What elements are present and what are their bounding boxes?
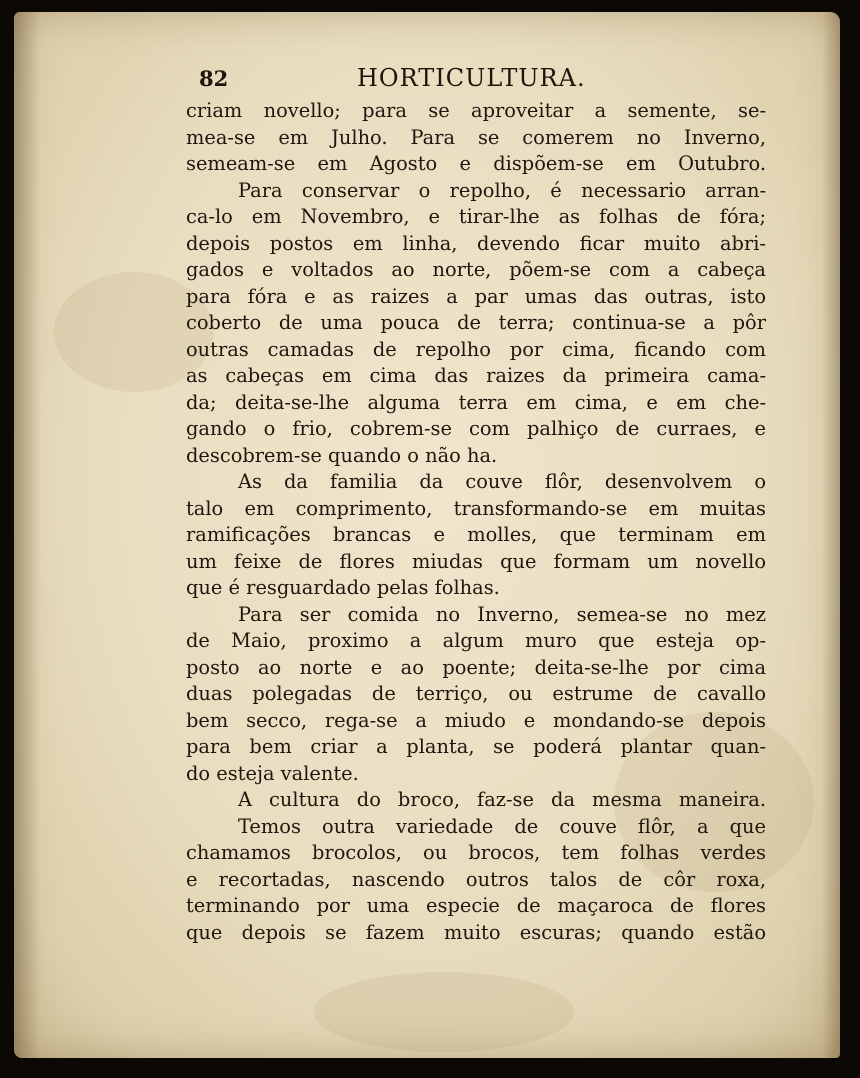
- text-line: criam novello; para se aproveitar a semente, se-: [186, 99, 766, 122]
- text-line: bem secco, rega-se a miudo e mondando-se depois: [186, 708, 766, 732]
- text-line: do esteja valente.: [186, 761, 359, 785]
- text-line: A cultura do broco, faz-se da mesma maneira.: [238, 788, 766, 811]
- text-line: gando o frio, cobrem-se com palhiço de curraes, e: [186, 417, 766, 440]
- text-line: posto ao norte e ao poente; deita-se-lhe por cima: [186, 655, 766, 679]
- body-text: [186, 98, 766, 946]
- text-line: duas polegadas de terriço, ou estrume de cavallo: [186, 682, 766, 705]
- page-header: [185, 64, 765, 98]
- text-line: gados e voltados ao norte, põem-se com a cabeça: [186, 258, 766, 281]
- text-line: ca-lo em Novembro, e tirar-lhe as folhas de fóra;: [186, 205, 766, 228]
- text-line: de Maio, proximo a algum muro que esteja op-: [186, 629, 766, 652]
- text-line: Temos outra variedade de couve flôr, a que: [238, 814, 766, 838]
- text-line: para bem criar a planta, se poderá plantar quan-: [186, 735, 766, 758]
- text-line: para fóra e as raizes a par umas das outras, isto: [186, 284, 766, 308]
- text-line: terminando por uma especie de maçaroca de flores: [186, 894, 766, 917]
- text-line: descobrem-se quando o não ha.: [186, 443, 498, 467]
- text-line: As da familia da couve flôr, desenvolvem o: [238, 470, 766, 493]
- running-title: HORTICULTURA.: [357, 64, 586, 92]
- text-line: Para ser comida no Inverno, semea-se no mez: [238, 602, 766, 626]
- text-line: talo em comprimento, transformando-se em muitas: [186, 496, 766, 520]
- text-line: um feixe de flores miudas que formam um novello: [186, 549, 766, 573]
- text-line: semeam-se em Agosto e dispõem-se em Outubro.: [186, 152, 766, 175]
- text-line: outras camadas de repolho por cima, ficando com: [186, 337, 766, 361]
- paper-stain: [314, 972, 574, 1052]
- text-line: depois postos em linha, devendo ficar muito abri-: [186, 231, 766, 255]
- text-line: as cabeças em cima das raizes da primeira cama-: [186, 364, 766, 387]
- text-line: que depois se fazem muito escuras; quando estão: [186, 920, 766, 944]
- text-line: coberto de uma pouca de terra; continua-se a pôr: [186, 311, 766, 334]
- text-line: e recortadas, nascendo outros talos de côr roxa,: [186, 867, 766, 891]
- page-number: 82: [199, 66, 229, 91]
- text-line: Para conservar o repolho, é necessario arran-: [238, 178, 766, 202]
- text-line: chamamos brocolos, ou brocos, tem folhas verdes: [186, 841, 766, 864]
- text-line: mea-se em Julho. Para se comerem no Inverno,: [186, 125, 766, 149]
- text-line: da; deita-se-lhe alguma terra em cima, e em che-: [186, 390, 766, 414]
- text-line: que é resguardado pelas folhas.: [186, 576, 500, 599]
- text-line: ramificações brancas e molles, que terminam em: [186, 523, 766, 546]
